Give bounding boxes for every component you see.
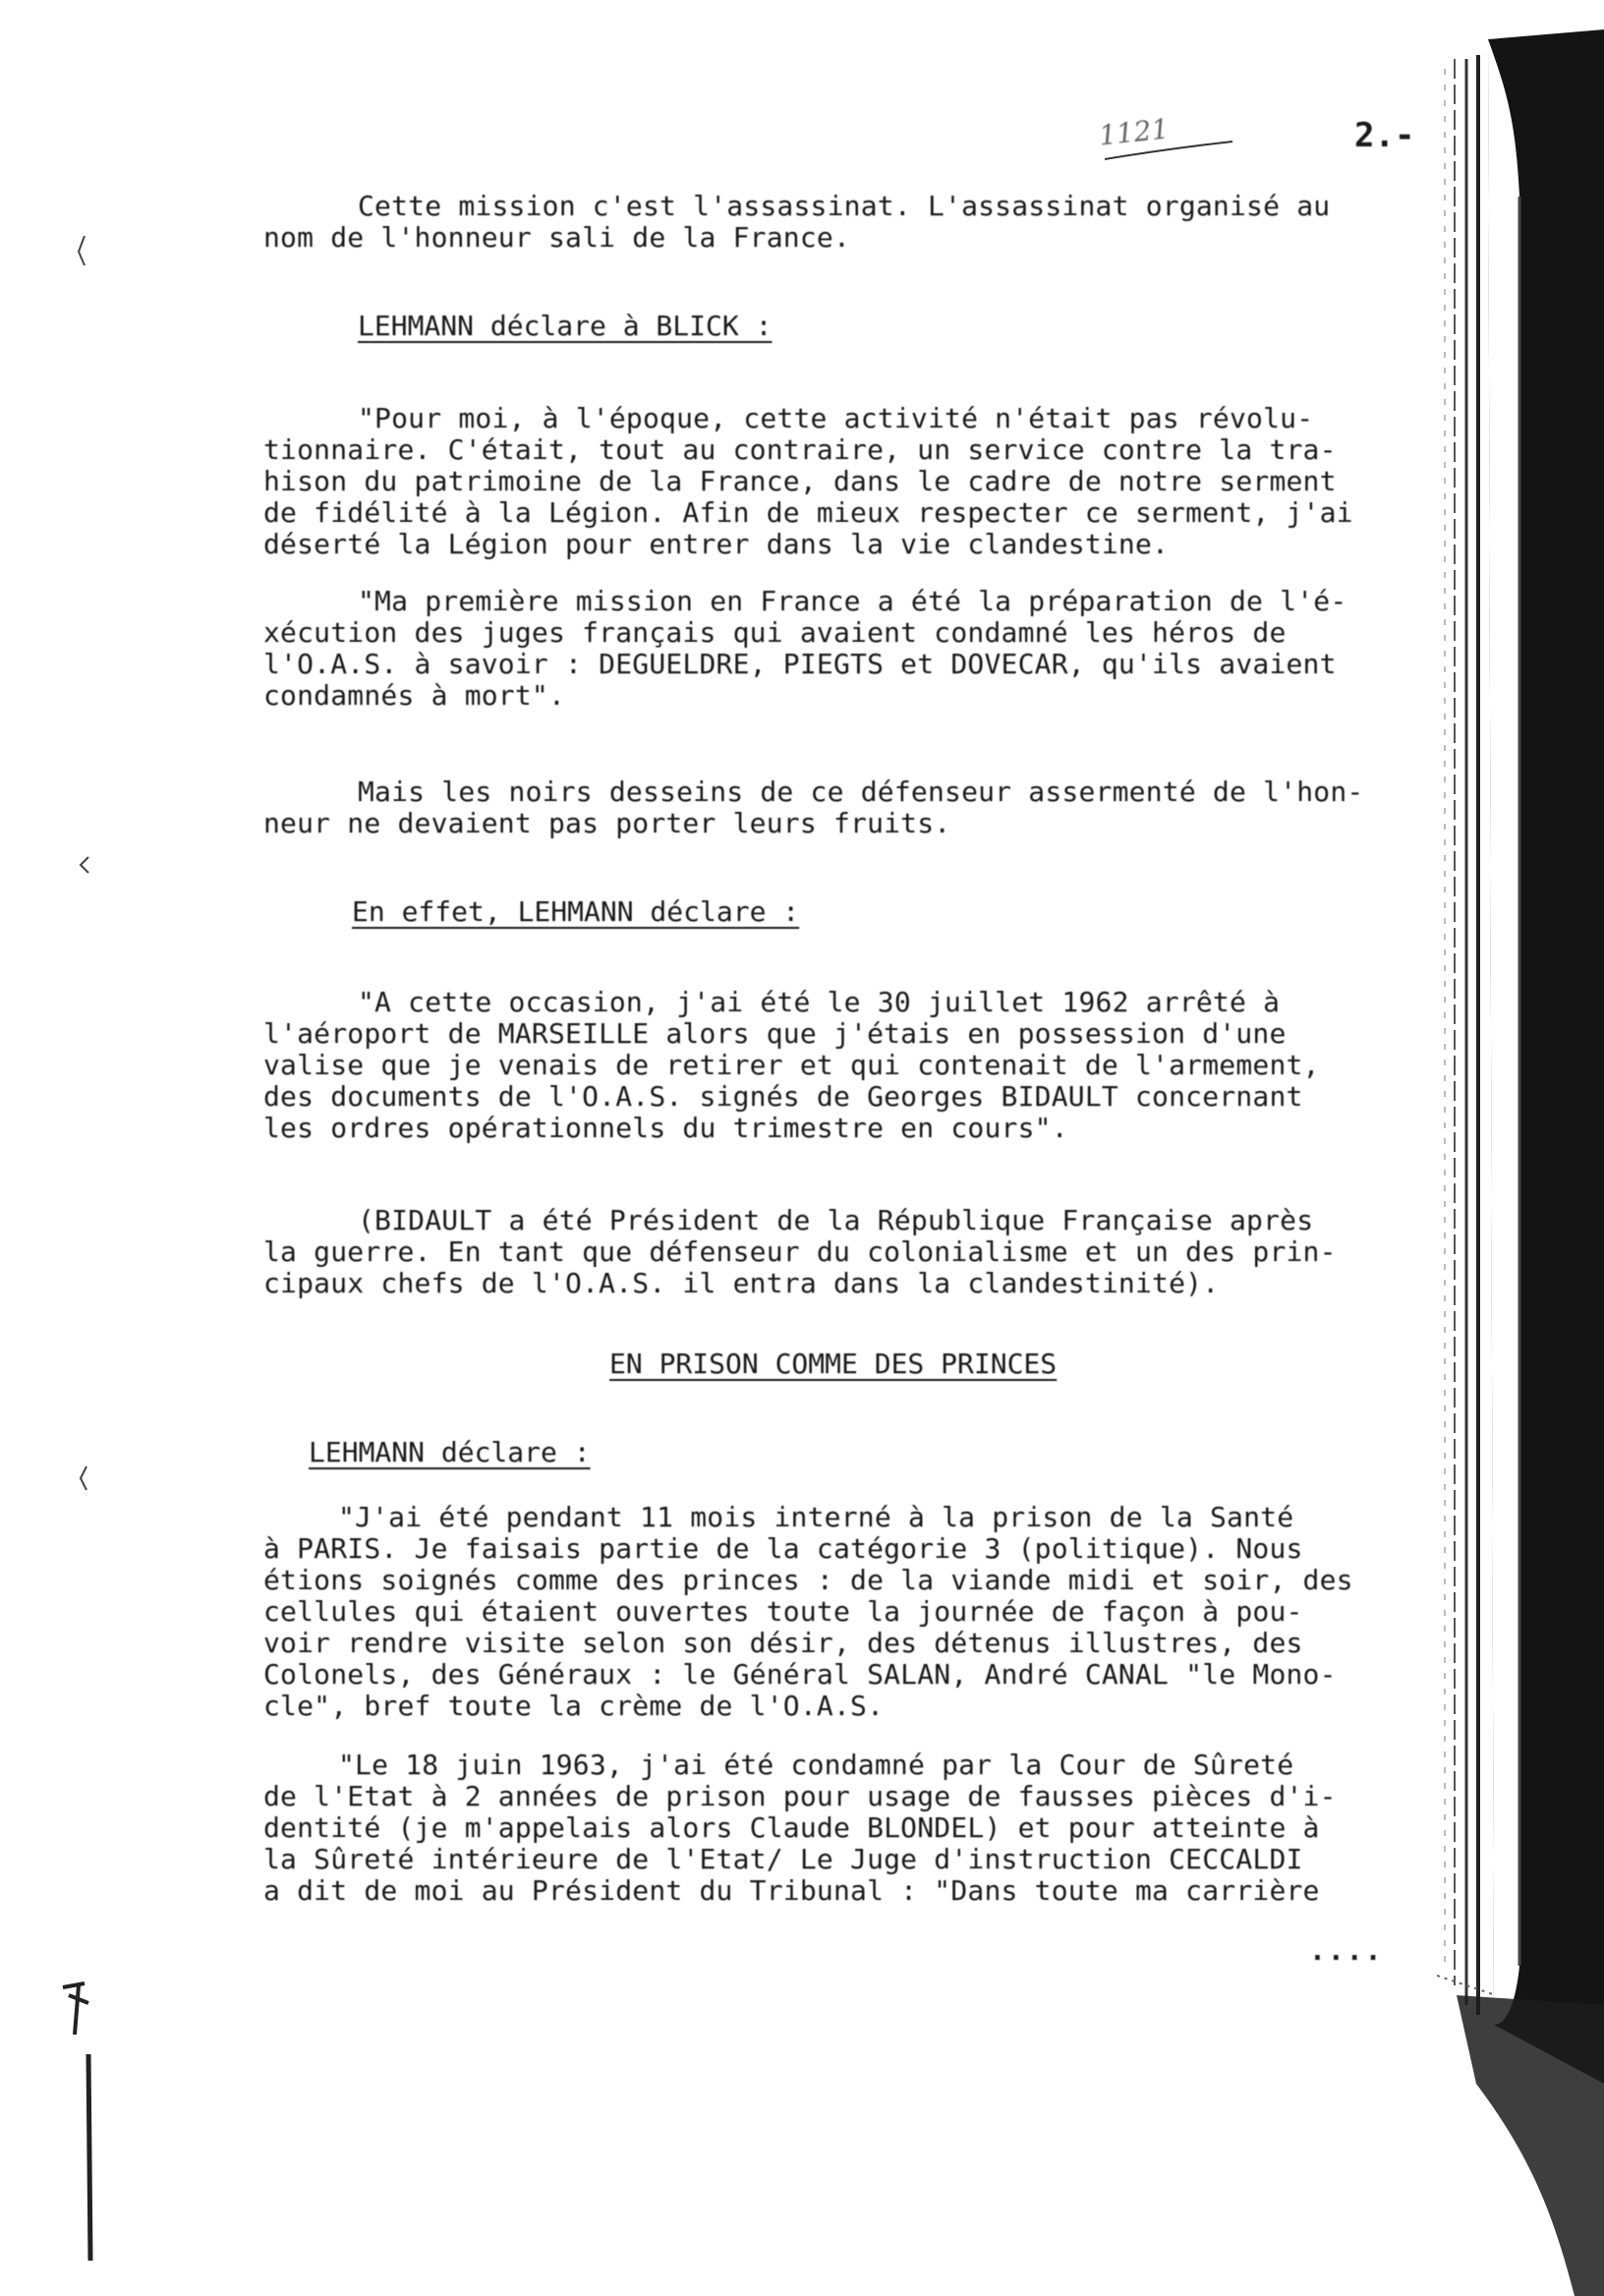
text-line: déserté la Légion pour entrer dans la vie clandestine. bbox=[263, 528, 1170, 560]
text-line: Mais les noirs desseins de ce défenseur assermenté de l'hon- bbox=[358, 775, 1364, 808]
text-line: "Le 18 juin 1963, j'ai été condamné par la Cour de Sûreté bbox=[338, 1749, 1294, 1781]
heading-en-effet: En effet, LEHMANN déclare : bbox=[352, 895, 800, 928]
text-line: a dit de moi au Président du Tribunal : "Dans toute ma carrière bbox=[263, 1874, 1320, 1907]
text-line: Colonels, des Généraux : le Général SALAN, André CANAL "le Mono- bbox=[263, 1658, 1337, 1691]
text-line: cipaux chefs de l'O.A.S. il entra dans la clandestinité). bbox=[263, 1267, 1220, 1299]
text-line: nom de l'honneur sali de la France. bbox=[263, 221, 851, 254]
text-line: étions soignés comme des princes : de la viande midi et soir, des bbox=[263, 1564, 1353, 1596]
text-line: neur ne devaient pas porter leurs fruits. bbox=[263, 807, 951, 839]
text-line: "J'ai été pendant 11 mois interné à la prison de la Santé bbox=[338, 1501, 1294, 1533]
paragraph-5 bbox=[263, 987, 1431, 1144]
text-line: "A cette occasion, j'ai été le 30 juillet 1962 arrêté à bbox=[358, 986, 1281, 1018]
text-line: l'aéroport de MARSEILLE alors que j'étais en possession d'une bbox=[263, 1017, 1287, 1050]
heading-prison: EN PRISON COMME DES PRINCES bbox=[609, 1348, 1058, 1380]
text-line: valise que je venais de retirer et qui contenait de l'armement, bbox=[263, 1049, 1320, 1081]
text-line: à PARIS. Je faisais partie de la catégorie 3 (politique). Nous bbox=[263, 1532, 1303, 1565]
binding-mark bbox=[55, 1976, 114, 2270]
text-line: "Pour moi, à l'époque, cette activité n'était pas révolu- bbox=[358, 402, 1314, 434]
text-line: (BIDAULT a été Président de la République Française après bbox=[358, 1204, 1314, 1236]
paragraph-4 bbox=[263, 776, 1431, 839]
text-line: voir rendre visite selon son désir, des détenus illustres, des bbox=[263, 1627, 1303, 1659]
text-line: de l'Etat à 2 années de prison pour usage de fausses pièces d'i- bbox=[263, 1780, 1337, 1812]
paragraph-2 bbox=[263, 403, 1431, 560]
page-number: 2.- bbox=[1354, 116, 1415, 155]
text-line: cellules qui étaient ouvertes toute la journée de façon à pou- bbox=[263, 1595, 1303, 1628]
scanned-page-edge bbox=[1437, 0, 1604, 2296]
pen-stroke bbox=[1101, 136, 1238, 165]
text-line: "Ma première mission en France a été la préparation de l'é- bbox=[358, 585, 1347, 617]
text-line: de fidélité à la Légion. Afin de mieux respecter ce serment, j'ai bbox=[263, 496, 1353, 529]
heading-blick: LEHMANN déclare à BLICK : bbox=[358, 310, 773, 342]
text-line: tionnaire. C'était, tout au contraire, un service contre la tra- bbox=[263, 433, 1337, 466]
paragraph-3 bbox=[263, 586, 1431, 712]
continuation-dots: .... bbox=[1309, 1934, 1384, 1967]
text-line: des documents de l'O.A.S. signés de Georges BIDAULT concernant bbox=[263, 1080, 1303, 1113]
text-line: les ordres opérationnels du trimestre en cours". bbox=[263, 1112, 1068, 1144]
text-line: Cette mission c'est l'assassinat. L'assassinat organisé au bbox=[358, 190, 1331, 222]
paragraph-6 bbox=[263, 1205, 1431, 1299]
text-line: cle", bref toute la crème de l'O.A.S. bbox=[263, 1690, 885, 1722]
heading-lehmann: LEHMANN déclare : bbox=[309, 1436, 591, 1468]
text-line: xécution des juges français qui avaient condamné les héros de bbox=[263, 616, 1287, 649]
margin-mark bbox=[73, 232, 92, 271]
margin-mark bbox=[75, 1464, 92, 1494]
margin-mark bbox=[77, 853, 92, 877]
text-line: hison du patrimoine de la France, dans le cadre de notre serment bbox=[263, 465, 1337, 497]
text-line: dentité (je m'appelais alors Claude BLONDEL) et pour atteinte à bbox=[263, 1811, 1320, 1844]
text-line: la Sûreté intérieure de l'Etat/ Le Juge d'instruction CECCALDI bbox=[263, 1843, 1303, 1875]
paragraph-1 bbox=[263, 191, 1431, 254]
text-line: condamnés à mort". bbox=[263, 679, 566, 712]
handwritten-note: 1121 bbox=[1097, 112, 1171, 152]
text-line: l'O.A.S. à savoir : DEGUELDRE, PIEGTS et DOVECAR, qu'ils avaient bbox=[263, 648, 1337, 680]
paragraph-8 bbox=[263, 1750, 1431, 1907]
text-line: la guerre. En tant que défenseur du colonialisme et un des prin- bbox=[263, 1235, 1337, 1268]
paragraph-7 bbox=[263, 1502, 1431, 1722]
